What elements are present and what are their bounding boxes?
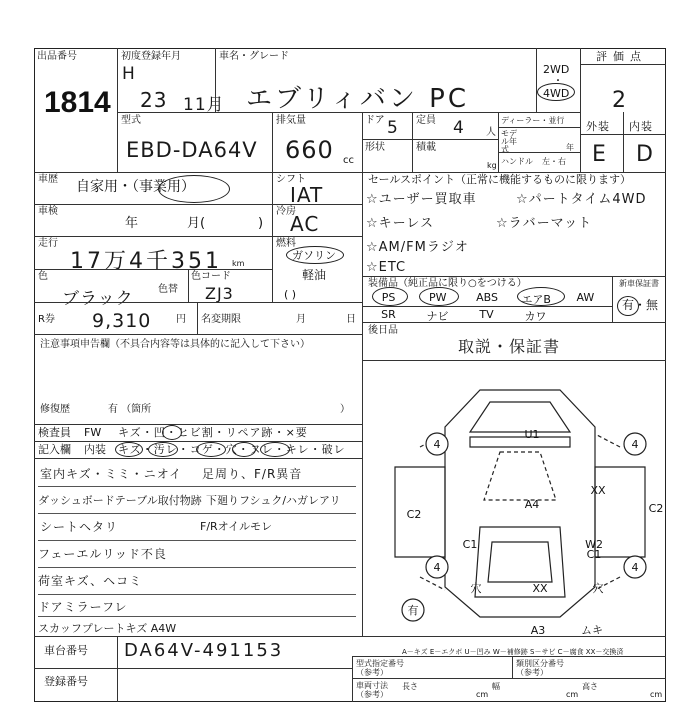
tire-fr: 4: [631, 438, 639, 451]
shift-value: IAT: [290, 183, 324, 207]
equip-pw: PW: [429, 291, 447, 304]
damage-label: 穴: [470, 582, 482, 595]
cap-unit: 人: [486, 127, 496, 138]
divider: [272, 112, 273, 172]
divider: [34, 424, 362, 425]
memo-line: [38, 540, 356, 541]
equip-sr: SR: [381, 308, 396, 321]
divider: [34, 236, 362, 237]
model-year-unit: 年: [566, 143, 574, 152]
divider: [362, 360, 363, 636]
recycle-label: R券: [38, 314, 55, 325]
sales-item: ☆キーレス: [366, 216, 435, 231]
memo-text: 荷室キズ、ヘコミ: [38, 574, 143, 588]
ac-value: AC: [290, 212, 320, 236]
memo-text: シートヘタリ: [40, 520, 119, 534]
tire-rl: 4: [433, 561, 441, 574]
spare-tire: 有: [407, 604, 419, 617]
history-value: 自家用・（事業用）: [76, 179, 195, 195]
length-unit: cm: [476, 690, 489, 699]
divider: [623, 112, 624, 172]
memo-text: 室内キズ・ミミ・ニオイ: [40, 467, 183, 481]
door-value: 5: [387, 118, 399, 138]
regno-label: 登録番号: [44, 675, 88, 688]
cap-value: 4: [453, 118, 465, 138]
name-value: エブリィバン PC: [246, 84, 470, 114]
sales-item: ☆パートタイム4WD: [516, 192, 647, 207]
equip-leather: カワ: [524, 310, 547, 323]
divider: [197, 302, 198, 334]
divider: [352, 656, 666, 657]
ext-label: 外装: [586, 120, 610, 133]
recycle-value: 9,310: [92, 310, 152, 332]
divider: [362, 360, 666, 361]
interior-label: 内装: [84, 443, 106, 456]
divider: [34, 441, 362, 442]
fuel-light: 軽油: [302, 268, 327, 282]
memo-text: ドアミラーフレ: [38, 600, 128, 614]
dealer-label: ディーラー・並行: [501, 116, 565, 125]
warranty-value: 有・無: [622, 298, 659, 312]
divider: [612, 276, 613, 322]
width-unit: cm: [566, 690, 579, 699]
divider: [215, 48, 216, 112]
inspector-row2: キズ・汚レ・コゲ・穴・ヌレ・キレ・破レ: [118, 443, 346, 456]
color-value: ブラック: [62, 289, 134, 309]
damage-label: A3: [530, 624, 546, 634]
damage-label: 穴: [592, 582, 604, 595]
first-reg-month: 11月: [183, 95, 225, 115]
tire-rr: 4: [631, 561, 639, 574]
divider: [498, 112, 499, 172]
divider: [362, 172, 363, 360]
divider: [34, 302, 362, 303]
memo-line: [38, 567, 356, 568]
sales-item: ☆ユーザー買取車: [366, 192, 477, 207]
memo-line: [38, 616, 356, 617]
recycle-unit: 円: [176, 314, 186, 325]
name-change-month: 月: [296, 314, 306, 325]
inspection-label: 車検: [38, 206, 58, 217]
load-label: 積載: [416, 142, 436, 153]
length-label: 長さ: [402, 682, 418, 691]
history-label: 車歴: [38, 174, 58, 185]
burn-circle: [196, 442, 226, 457]
height-unit: cm: [650, 690, 663, 699]
divider: [34, 269, 272, 270]
divider: [34, 458, 362, 459]
equip-circle: [372, 287, 408, 306]
sales-item: ☆ETC: [366, 260, 407, 275]
equip-tv: TV: [479, 308, 494, 321]
first-reg-label: 初度登録年月: [121, 51, 181, 62]
damage-label: ムキ: [581, 624, 603, 634]
damage-label: XX: [532, 582, 548, 595]
equip-aw: AW: [576, 291, 595, 304]
color-code-value: ZJ3: [205, 284, 234, 303]
repair-label: 修復歴: [40, 404, 70, 415]
lot-number: 1814: [44, 86, 111, 119]
divider: [117, 636, 118, 702]
fuel-gas: ガソリン: [292, 249, 336, 262]
mileage-label: 走行: [38, 238, 58, 249]
divider: [34, 204, 362, 205]
warranty-circle: [617, 296, 639, 316]
repair-value: 有 （箇所: [108, 404, 152, 415]
shift-label: シフト: [276, 174, 306, 185]
equipment-title: 装備品（純正品に限り○をつける）: [368, 278, 527, 289]
memo-text: 下廻りフシュク/ハガレアリ: [206, 494, 341, 507]
name-change-label: 名変期限: [201, 314, 241, 325]
damage-label: U1: [524, 428, 540, 441]
divider: [580, 48, 581, 172]
dims-label: 車両寸法（参考）: [356, 681, 388, 699]
warranty-label: 新車保証書: [619, 279, 659, 288]
sales-item: ☆AM/FMラジオ: [366, 240, 469, 255]
name-change-day: 日: [346, 314, 356, 325]
fuel-label: 燃料: [276, 238, 296, 249]
memo-line: [38, 594, 356, 595]
memo-text: 足周り、F/R異音: [202, 467, 303, 481]
fuel-gas-circle: [286, 246, 344, 264]
hole-circle: [232, 442, 256, 457]
diagram-legend: A－キズ E－エクボ U－凹み W－補修跡 S－サビ C－腐食 XX－交換済: [402, 648, 624, 656]
memo-text: ダッシュボードテーブル取付物跡: [38, 494, 202, 507]
int-value: D: [636, 142, 654, 167]
divider: [362, 306, 612, 307]
color-label: 色: [38, 271, 48, 282]
divider: [362, 139, 498, 140]
divider: [352, 656, 353, 702]
vehicle-diagram: [380, 372, 670, 634]
post-label: 後日品: [368, 325, 398, 336]
divider: [117, 48, 118, 172]
wet-circle: [260, 442, 290, 457]
load-unit: kg: [487, 161, 497, 170]
damage-label: C2: [648, 502, 664, 515]
int-label: 内装: [629, 120, 653, 133]
eval-label: 評価点: [596, 50, 647, 63]
tire-fl: 4: [433, 438, 441, 451]
drive-4wd-circle: [537, 83, 575, 101]
model-value: EBD-DA64V: [126, 138, 258, 162]
memo-text: フェーエルリッド不良: [38, 547, 167, 561]
equip-navi: ナビ: [426, 310, 449, 323]
entry-label: 記入欄: [38, 443, 71, 456]
memo-line: [38, 513, 356, 514]
disp-value: 660: [285, 136, 334, 164]
height-label: 高さ: [582, 682, 598, 691]
scratch-circle: [115, 442, 143, 457]
door-label: ドア: [365, 115, 385, 126]
memo-text: スカッフプレートキズ A4W: [38, 622, 177, 635]
divider: [352, 678, 666, 679]
chassis-label: 車台番号: [44, 644, 88, 657]
divider: [412, 112, 413, 172]
width-label: 幅: [492, 682, 500, 691]
damage-label: A4: [524, 498, 540, 511]
damage-label: W2: [585, 538, 603, 551]
divider: [498, 127, 580, 128]
model-label: 型式: [121, 115, 141, 126]
divider: [34, 334, 362, 335]
repair-close: ）: [340, 404, 350, 415]
divider: [536, 48, 537, 112]
sales-title: セールスポイント（正常に機能するものに限ります）: [368, 173, 632, 186]
divider: [188, 269, 189, 302]
chassis-value: DA64V-491153: [124, 640, 284, 661]
divider: [362, 276, 666, 277]
inspector-label: 検査員: [38, 426, 71, 439]
divider: [34, 668, 352, 669]
memo-line: [38, 486, 356, 487]
divider: [117, 112, 580, 113]
inspection-year: 年: [125, 216, 139, 231]
history-circle: [158, 175, 230, 203]
fuel-paren: ( ): [284, 288, 297, 301]
first-reg-year: 23: [140, 88, 168, 112]
class-num-label: 類別区分番号（参考）: [516, 659, 564, 677]
name-label: 車名・グレード: [219, 51, 289, 62]
inspector-fw: FW: [84, 426, 102, 439]
divider: [580, 64, 666, 65]
damage-label: XX: [590, 484, 606, 497]
inspection-month: 月(: [187, 216, 206, 231]
inspector-row1: キズ・凹・ヒビ割・リペア跡・×要: [118, 426, 308, 439]
drive-dot: ・: [553, 76, 563, 87]
equip-circle: [419, 287, 459, 306]
damage-label: C2: [406, 508, 422, 521]
equip-ps: PS: [381, 291, 396, 304]
disp-unit: cc: [343, 155, 354, 166]
model-year-label: モデル年式: [501, 129, 517, 154]
drive-2wd: 2WD: [543, 63, 570, 76]
damage-label: C1: [462, 538, 478, 551]
lot-label: 出品番号: [37, 51, 77, 62]
divider: [272, 172, 273, 302]
divider: [362, 112, 363, 172]
handle-value: 左・右: [542, 157, 566, 166]
mileage-value: 17万4千351: [70, 249, 222, 274]
memo-text: F/Rオイルモレ: [200, 520, 273, 533]
post-value: 取説・保証書: [458, 337, 561, 356]
first-reg-era: H: [122, 64, 136, 84]
disp-label: 排気量: [276, 115, 306, 126]
dent-circle: [162, 425, 182, 440]
shape-label: 形状: [365, 142, 385, 153]
notes-label: 注意事項申告欄（不具合内容等は具体的に記入して下さい）: [40, 339, 310, 350]
type-num-label: 型式指定番号（参考）: [356, 659, 404, 677]
handle-label: ハンドル: [501, 157, 533, 166]
equip-abs: ABS: [476, 291, 498, 304]
ext-value: E: [592, 142, 607, 167]
equip-circle: [517, 287, 565, 306]
cap-label: 定員: [416, 115, 436, 126]
color-code-label: 色コード: [191, 271, 231, 282]
divider: [498, 152, 580, 153]
divider: [512, 656, 513, 678]
sales-item: ☆ラバーマット: [496, 216, 593, 231]
divider: [362, 322, 666, 323]
eval-value: 2: [612, 88, 627, 113]
damage-label: C1: [586, 548, 602, 561]
stain-circle: [148, 442, 178, 457]
ac-label: 冷房: [276, 206, 296, 217]
divider: [34, 636, 666, 637]
equip-airbag: エアB: [521, 293, 551, 306]
drive-4wd: 4WD: [543, 87, 570, 100]
color-change-label: 色替: [158, 284, 178, 295]
inspection-close: ): [258, 216, 264, 231]
mileage-unit: km: [232, 259, 245, 268]
